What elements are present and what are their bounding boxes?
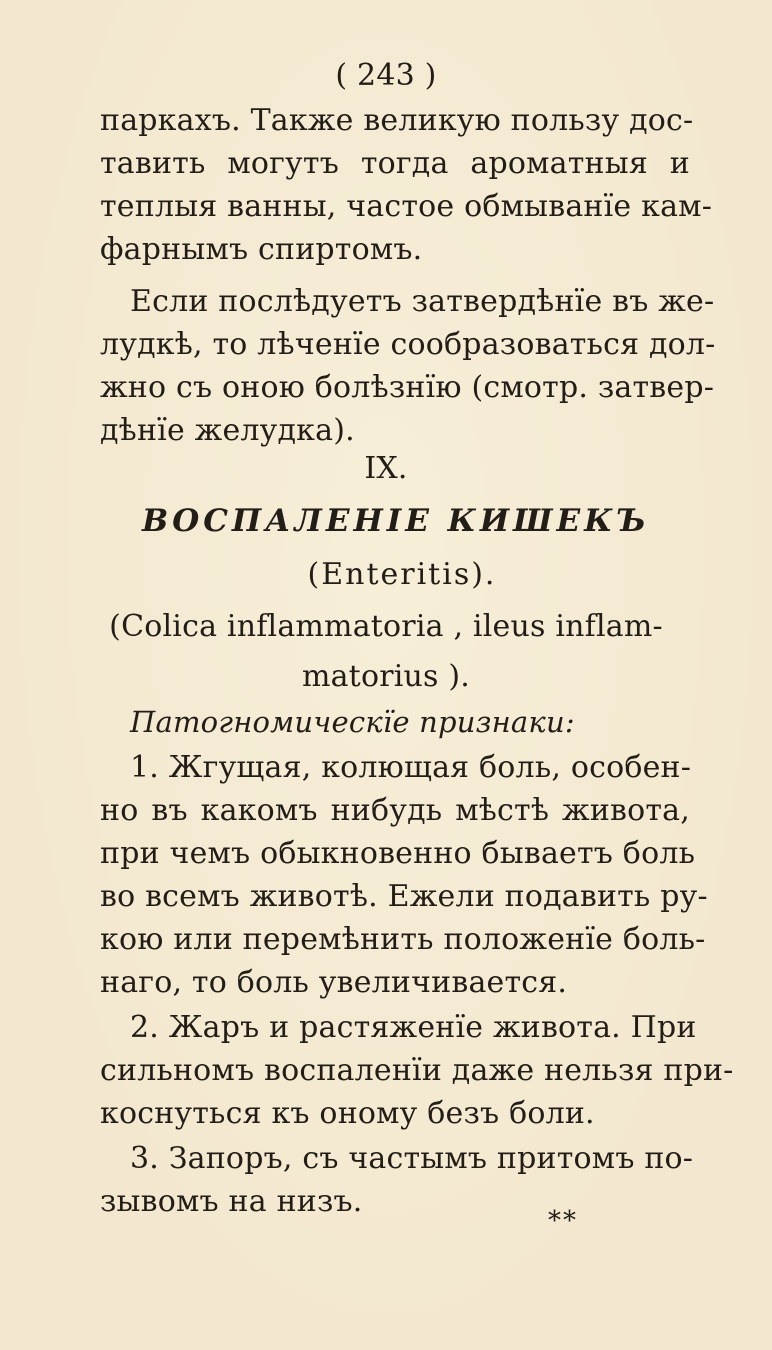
subheading: Патогномическїе признаки: bbox=[130, 705, 575, 739]
text-line: дѣнїе желудка). bbox=[100, 413, 355, 448]
text-line: 1. Жгущая, колющая боль, особен- bbox=[130, 750, 692, 785]
section-number: IX. bbox=[364, 451, 408, 486]
text-line: кою или перемѣнить положенїе боль- bbox=[100, 922, 706, 957]
text-line: но въ какомъ нибудь мѣстѣ живота, bbox=[100, 793, 690, 828]
section-title: ВОСПАЛЕНIЕ КИШЕКЪ bbox=[142, 503, 650, 539]
text-line: теплыя ванны, частое обмыванїе кам- bbox=[100, 189, 713, 224]
text-line: зывомъ на низъ. bbox=[100, 1184, 363, 1219]
text-line: во всемъ животѣ. Ежели подавить ру- bbox=[100, 879, 708, 914]
page-number: ( 243 ) bbox=[335, 58, 437, 93]
latin-synonym-line: (Colica inflammatoria , ileus inflam- bbox=[109, 609, 663, 644]
text-line: при чемъ обыкновенно бываетъ боль bbox=[100, 836, 696, 871]
text-line: сильномъ воспаленїи даже нельзя при- bbox=[100, 1053, 734, 1088]
text-line: 2. Жаръ и растяженїе живота. При bbox=[130, 1010, 697, 1045]
latin-name: (Enteritis). bbox=[307, 557, 497, 592]
text-line: жно съ оною болѣзнїю (смотр. затвер- bbox=[100, 370, 715, 405]
text-line: фарнымъ спиртомъ. bbox=[100, 232, 423, 267]
text-line: коснуться къ оному безъ боли. bbox=[100, 1096, 595, 1131]
text-line: паркахъ. Также великую пользу дос- bbox=[100, 103, 694, 138]
text-line: тавить могутъ тогда ароматныя и bbox=[100, 146, 690, 181]
text-line: 3. Запоръ, съ частымъ притомъ по- bbox=[130, 1141, 694, 1176]
text-line: наго, то боль увеличивается. bbox=[100, 965, 568, 1000]
text-line: Если послѣдуетъ затвердѣнїе въ же- bbox=[130, 284, 715, 319]
catchword: ** bbox=[548, 1206, 578, 1236]
text-line: лудкѣ, то лѣченїе сообразоваться дол- bbox=[100, 327, 716, 362]
latin-synonym-line: matorius ). bbox=[301, 659, 471, 694]
